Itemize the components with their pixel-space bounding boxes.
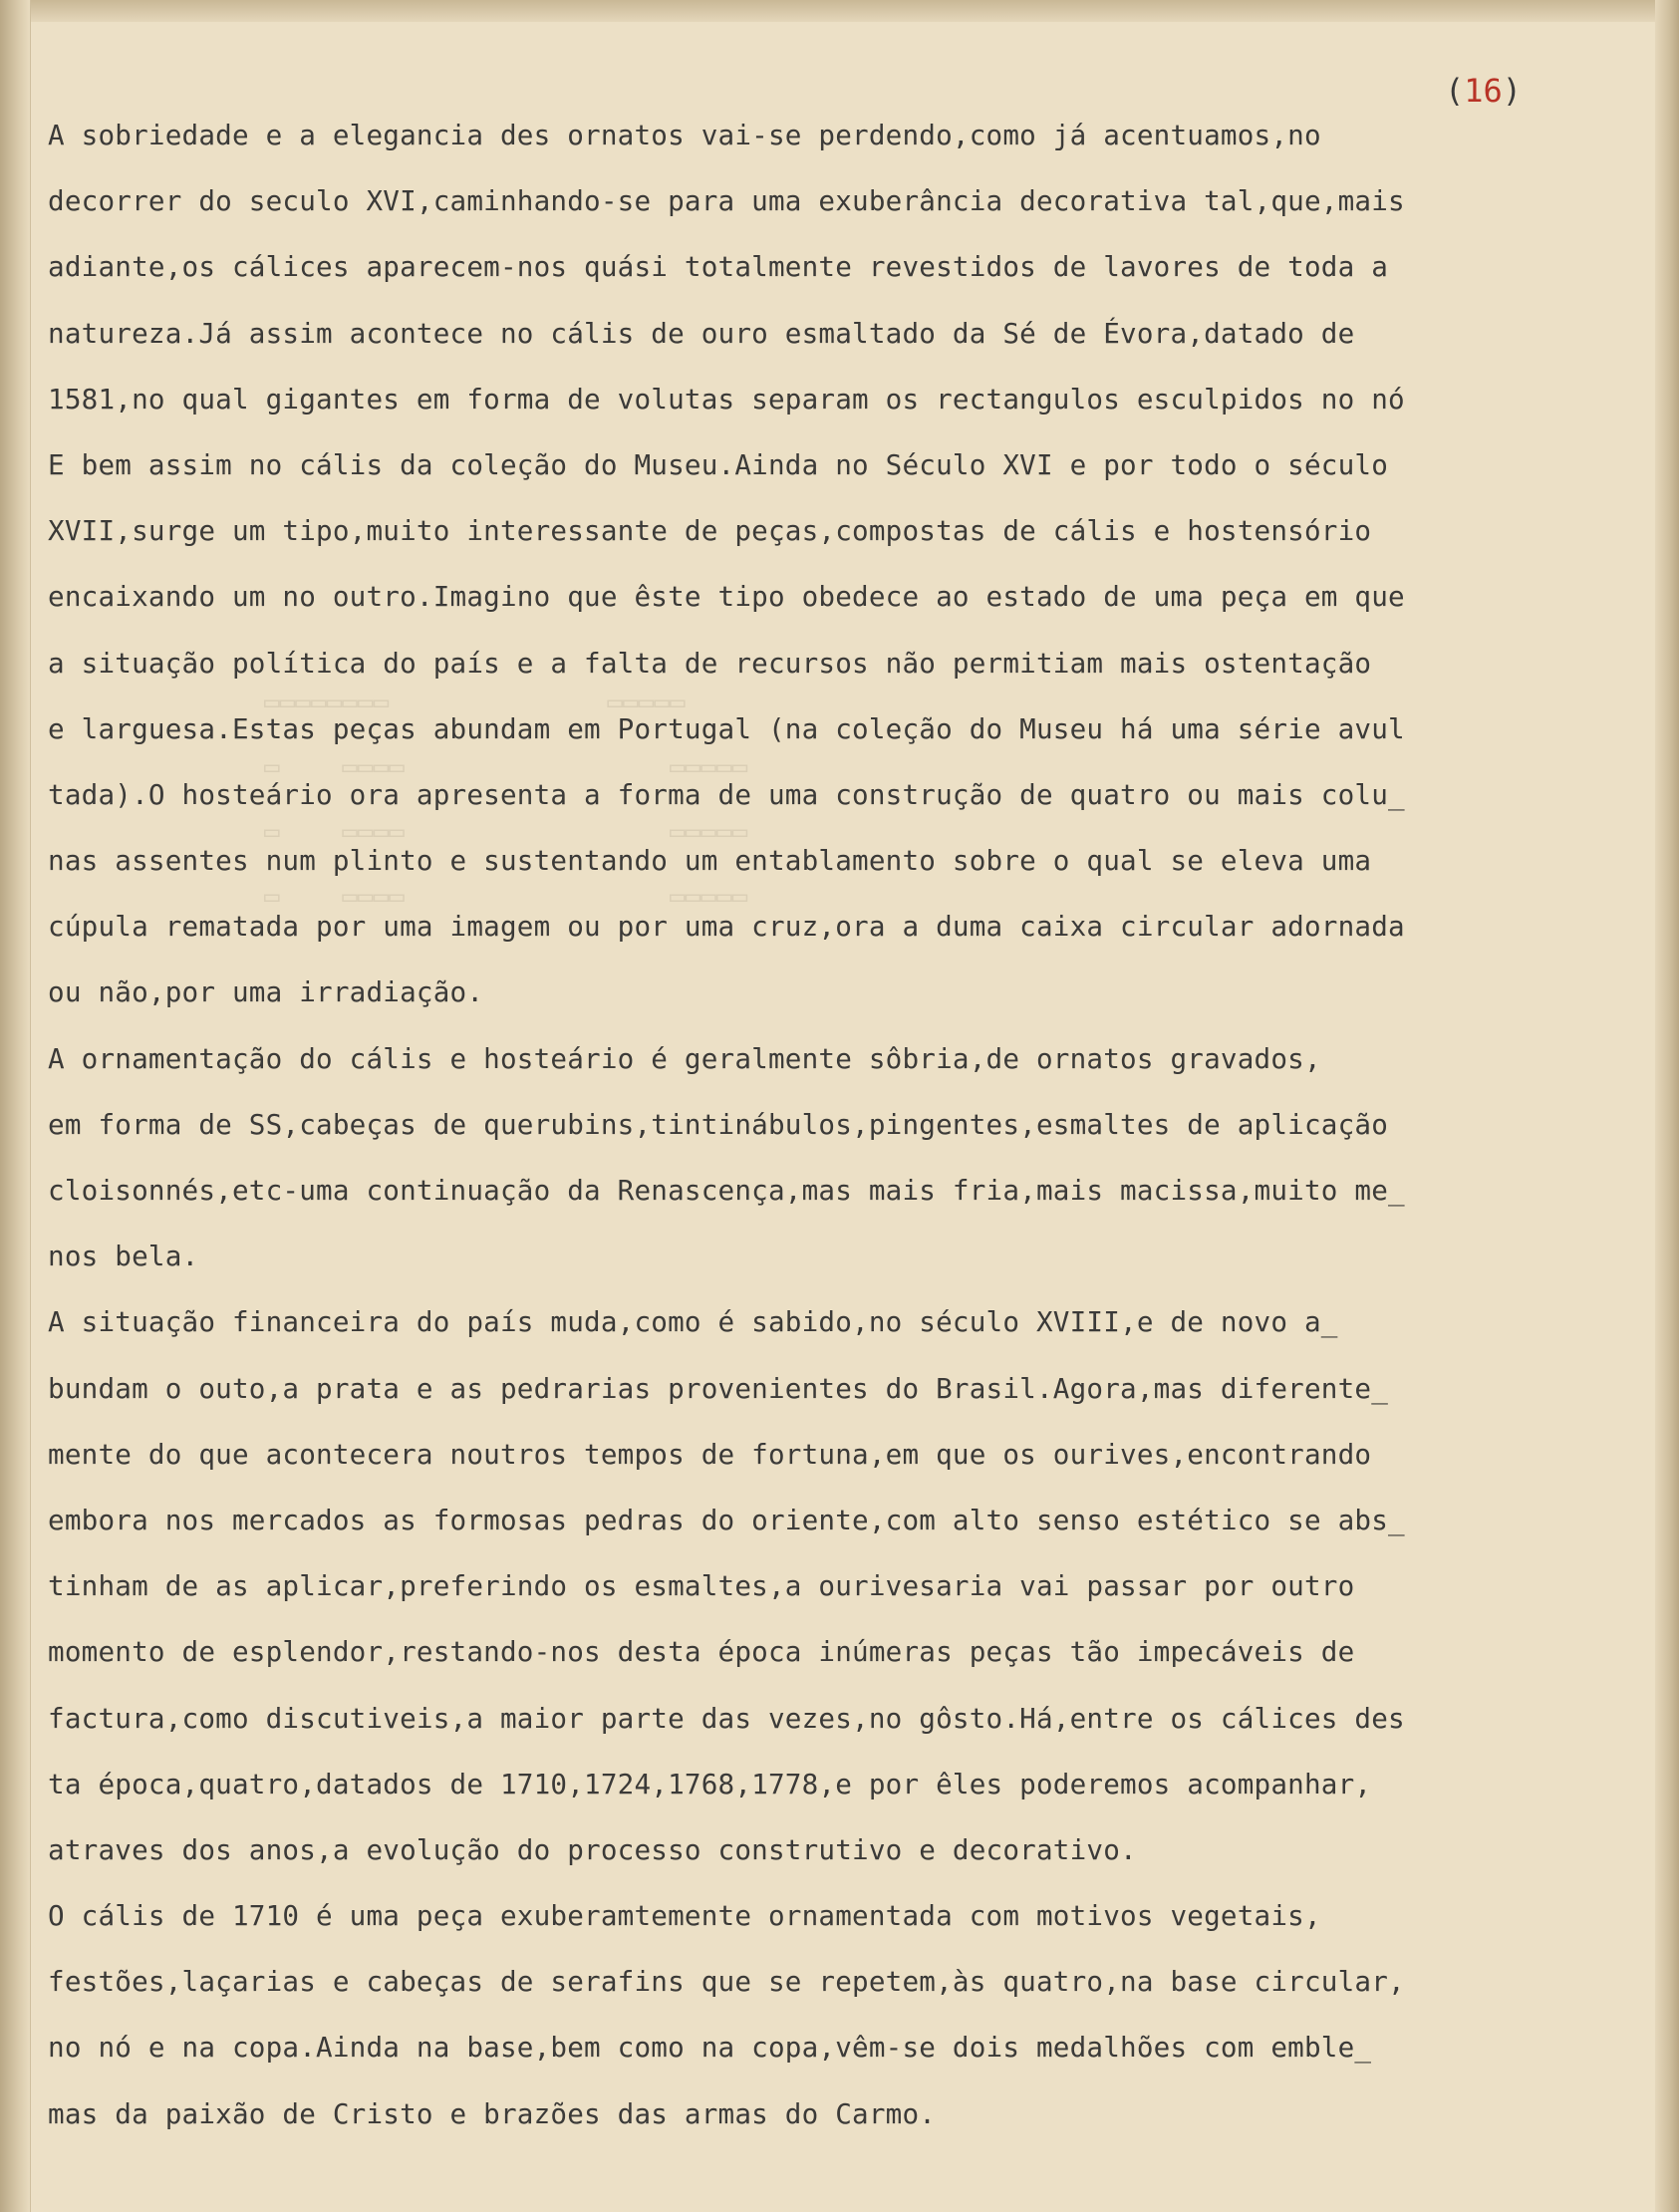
page-top-edge: [0, 0, 1679, 22]
binding-edge: [0, 0, 31, 2212]
text-line: cloisonnés,etc-uma continuação da Renascença,mas mais fria,mais macissa,muito me_: [48, 1174, 1405, 1207]
text-line: embora nos mercados as formosas pedras do oriente,com alto senso estético se abs_: [48, 1503, 1405, 1536]
text-line: momento de esplendor,restando-nos desta época inúmeras peças tão impecáveis de: [48, 1635, 1355, 1669]
text-line: ta época,quatro,datados de 1710,1724,1768,1778,e por êles poderemos acompanhar,: [48, 1767, 1372, 1800]
text-line: mas da paixão de Cristo e brazões das armas do Carmo.: [48, 2096, 937, 2130]
bleed-through-mark: ▭ ▭▭▭▭ ▭▭▭▭▭: [264, 752, 748, 782]
text-line: festões,laçarias e cabeças de serafins que se repetem,às quatro,na base circular,: [48, 1965, 1405, 1999]
text-line: A situação financeira do país muda,como é sabido,no século XVIII,e de novo a_: [48, 1305, 1338, 1339]
text-line: E bem assim no cális da coleção do Museu.Ainda no Século XVI e por todo o século: [48, 447, 1389, 481]
text-line: a situação política do país e a falta de recursos não permitiam mais ostentação: [48, 646, 1372, 680]
text-line: nos bela.: [48, 1240, 199, 1273]
page-number-value: 16: [1464, 72, 1503, 110]
text-line: O cális de 1710 é uma peça exuberamtemente ornamentada com motivos vegetais,: [48, 1899, 1321, 1933]
text-line: 1581,no qual gigantes em forma de volutas separam os rectangulos esculpidos no nó: [48, 382, 1405, 415]
text-line: ou não,por uma irradiação.: [48, 975, 484, 1009]
text-line: em forma de SS,cabeças de querubins,tintinábulos,pingentes,esmaltes de aplicação: [48, 1107, 1389, 1141]
page-right-edge: [1655, 0, 1679, 2212]
typewritten-body: [48, 112, 1642, 2156]
text-line: cúpula rematada por uma imagem ou por uma cruz,ora a duma caixa circular adornada: [48, 910, 1405, 944]
text-line: tada).O hosteário ora apresenta a forma de uma construção de quatro ou mais colu_: [48, 777, 1405, 811]
text-line: atraves dos anos,a evolução do processo construtivo e decorativo.: [48, 1832, 1137, 1866]
bleed-through-mark: ▭▭▭▭▭▭▭▭ ▭▭▭▭▭: [264, 688, 686, 717]
text-line: XVII,surge um tipo,muito interessante de peças,compostas de cális e hostensório: [48, 514, 1372, 548]
text-line: mente do que acontecera noutros tempos de fortuna,em que os ourives,encontrando: [48, 1437, 1372, 1471]
bleed-through-mark: ▭ ▭▭▭▭ ▭▭▭▭▭: [264, 882, 748, 912]
text-line: A ornamentação do cális e hosteário é geralmente sôbria,de ornatos gravados,: [48, 1041, 1321, 1075]
bleed-through-mark: ▭ ▭▭▭▭ ▭▭▭▭▭: [264, 817, 748, 847]
page-number: (16): [1445, 72, 1523, 110]
text-line: bundam o outo,a prata e as pedrarias provenientes do Brasil.Agora,mas diferente_: [48, 1371, 1389, 1405]
text-line: no nó e na copa.Ainda na base,bem como na copa,vêm-se dois medalhões com emble_: [48, 2031, 1372, 2065]
text-line: tinham de as aplicar,preferindo os esmaltes,a ourivesaria vai passar por outro: [48, 1569, 1355, 1603]
text-line: encaixando um no outro.Imagino que êste tipo obedece ao estado de uma peça em que: [48, 580, 1405, 614]
text-line: natureza.Já assim acontece no cális de ouro esmaltado da Sé de Évora,datado de: [48, 316, 1355, 350]
text-line: A sobriedade e a elegancia des ornatos vai-se perdendo,como já acentuamos,no: [48, 119, 1321, 151]
text-line: adiante,os cálices aparecem-nos quási totalmente revestidos de lavores de toda a: [48, 250, 1389, 284]
text-line: factura,como discutiveis,a maior parte das vezes,no gôsto.Há,entre os cálices des: [48, 1701, 1405, 1735]
text-line: e larguesa.Estas peças abundam em Portugal (na coleção do Museu há uma série avul: [48, 711, 1405, 745]
text-line: nas assentes num plinto e sustentando um entablamento sobre o qual se eleva uma: [48, 844, 1372, 878]
text-line: decorrer do seculo XVI,caminhando-se para uma exuberância decorativa tal,que,mais: [48, 184, 1405, 218]
